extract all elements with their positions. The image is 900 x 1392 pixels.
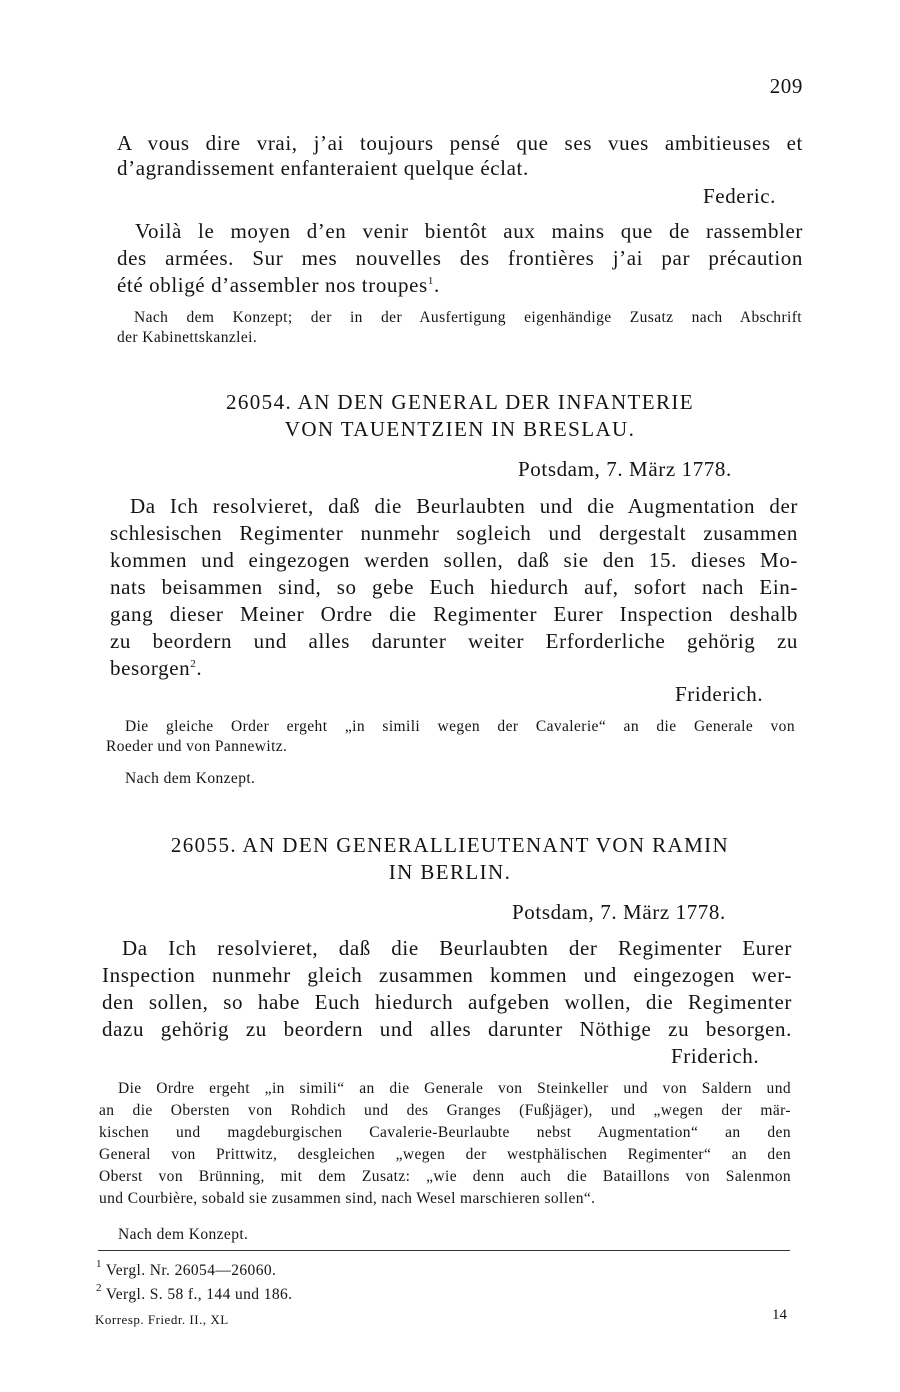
editorial-note-line: und Courbière, sobald sie zusammen sind, nach Wesel marschieren sollen“. <box>99 1190 596 1207</box>
letter-text-line: dazu gehörig zu beordern und alles darunter Nöthige zu besorgen. <box>102 1017 792 1041</box>
editorial-note-line: Roeder und von Pannewitz. <box>106 738 288 755</box>
postscript-line: des armées. Sur mes nouvelles des frontières j’ai par précaution <box>117 246 803 270</box>
editorial-note-line: Oberst von Brünning, mit dem Zusatz: „wie denn auch die Bataillons von Salenmon <box>99 1168 791 1185</box>
signature: Friderich. <box>675 682 764 706</box>
footnote-ref: 2 <box>190 658 197 670</box>
footnote-ref: 1 <box>427 275 434 287</box>
footnote: $^1$ Vergl. Nr. 26054—26060. <box>96 1258 277 1279</box>
letter-heading: VON TAUENTZIEN IN BRESLAU. <box>284 417 636 441</box>
editorial-note-line: Die Ordre ergeht „in simili“ an die Generale von Steinkeller und von Saldern und <box>118 1080 791 1097</box>
letter-text-line: Da Ich resolvieret, daß die Beurlaubten der Regimenter Eurer <box>122 936 792 960</box>
editorial-note-line: an die Obersten von Rohdich und des Granges (Fußjäger), und „wegen der mär- <box>99 1102 791 1119</box>
editorial-note-line: General von Prittwitz, desgleichen „wegen der westphälischen Regimenter“ an den <box>99 1146 791 1163</box>
footnote-number: 1 <box>96 1258 102 1270</box>
letter-heading: IN BERLIN. <box>388 860 512 884</box>
letter-text-line: den sollen, so habe Euch hiedurch aufgeben wollen, die Regimenter <box>102 990 792 1014</box>
editorial-note-line: kischen und magdeburgischen Cavalerie-Beurlaubte nebst Augmentation“ an den <box>99 1124 791 1141</box>
postscript-line: été obligé d’assembler nos troupes$^1$. <box>117 273 440 297</box>
place-date: Potsdam, 7. März 1778. <box>512 900 726 924</box>
place-date: Potsdam, 7. März 1778. <box>518 457 732 481</box>
source-note: Nach dem Konzept. <box>118 1226 249 1243</box>
letter-text-line: nats beisammen sind, so gebe Euch hiedurch auf, sofort nach Ein- <box>110 575 798 599</box>
letter-text-line: Da Ich resolvieret, daß die Beurlaubten und die Augmentation der <box>130 494 798 518</box>
letter-text-line: A vous dire vrai, j’ai toujours pensé que ses vues ambitieuses et <box>117 131 803 155</box>
editorial-note-line: Die gleiche Order ergeht „in simili wegen der Cavalerie“ an die Generale von <box>125 718 795 735</box>
editorial-note-line: Nach dem Konzept; der in der Ausfertigung eigenhändige Zusatz nach Abschrift <box>134 309 802 326</box>
source-note: Nach dem Konzept. <box>125 770 256 787</box>
editorial-note-line: der Kabinettskanzlei. <box>117 329 258 346</box>
letter-text-line: kommen und eingezogen werden sollen, daß sie den 15. dieses Mo- <box>110 548 798 572</box>
letter-text-line: zu beordern und alles darunter weiter Erforderliche gehörig zu <box>110 629 798 653</box>
sheet-number: 14 <box>772 1307 787 1323</box>
letter-text-line: schlesischen Regimenter nunmehr sogleich und dergestalt zusammen <box>110 521 798 545</box>
letter-text-line: gang dieser Meiner Ordre die Regimenter Eurer Inspection deshalb <box>110 602 798 626</box>
letter-text-line: besorgen$^2$. <box>110 656 203 680</box>
signature: Federic. <box>703 184 777 208</box>
postscript-line: Voilà le moyen d’en venir bientôt aux mains que de rassembler <box>135 219 803 243</box>
letter-text-line: Inspection nunmehr gleich zusammen kommen und eingezogen wer- <box>102 963 792 987</box>
signature: Friderich. <box>671 1044 760 1068</box>
footnote-rule <box>98 1250 790 1251</box>
footer-signature-mark: Korresp. Friedr. II., XL <box>95 1312 229 1327</box>
letter-heading: 26055. AN DEN GENERALLIEUTENANT VON RAMIN <box>170 833 730 857</box>
letter-text-line: d’agrandissement enfanteraient quelque éclat. <box>117 156 529 180</box>
footnote-number: 2 <box>96 1282 102 1294</box>
footnote: $^2$ Vergl. S. 58 f., 144 und 186. <box>96 1282 293 1303</box>
letter-heading: 26054. AN DEN GENERAL DER INFANTERIE <box>225 390 695 414</box>
page-number: 209 <box>769 74 803 98</box>
